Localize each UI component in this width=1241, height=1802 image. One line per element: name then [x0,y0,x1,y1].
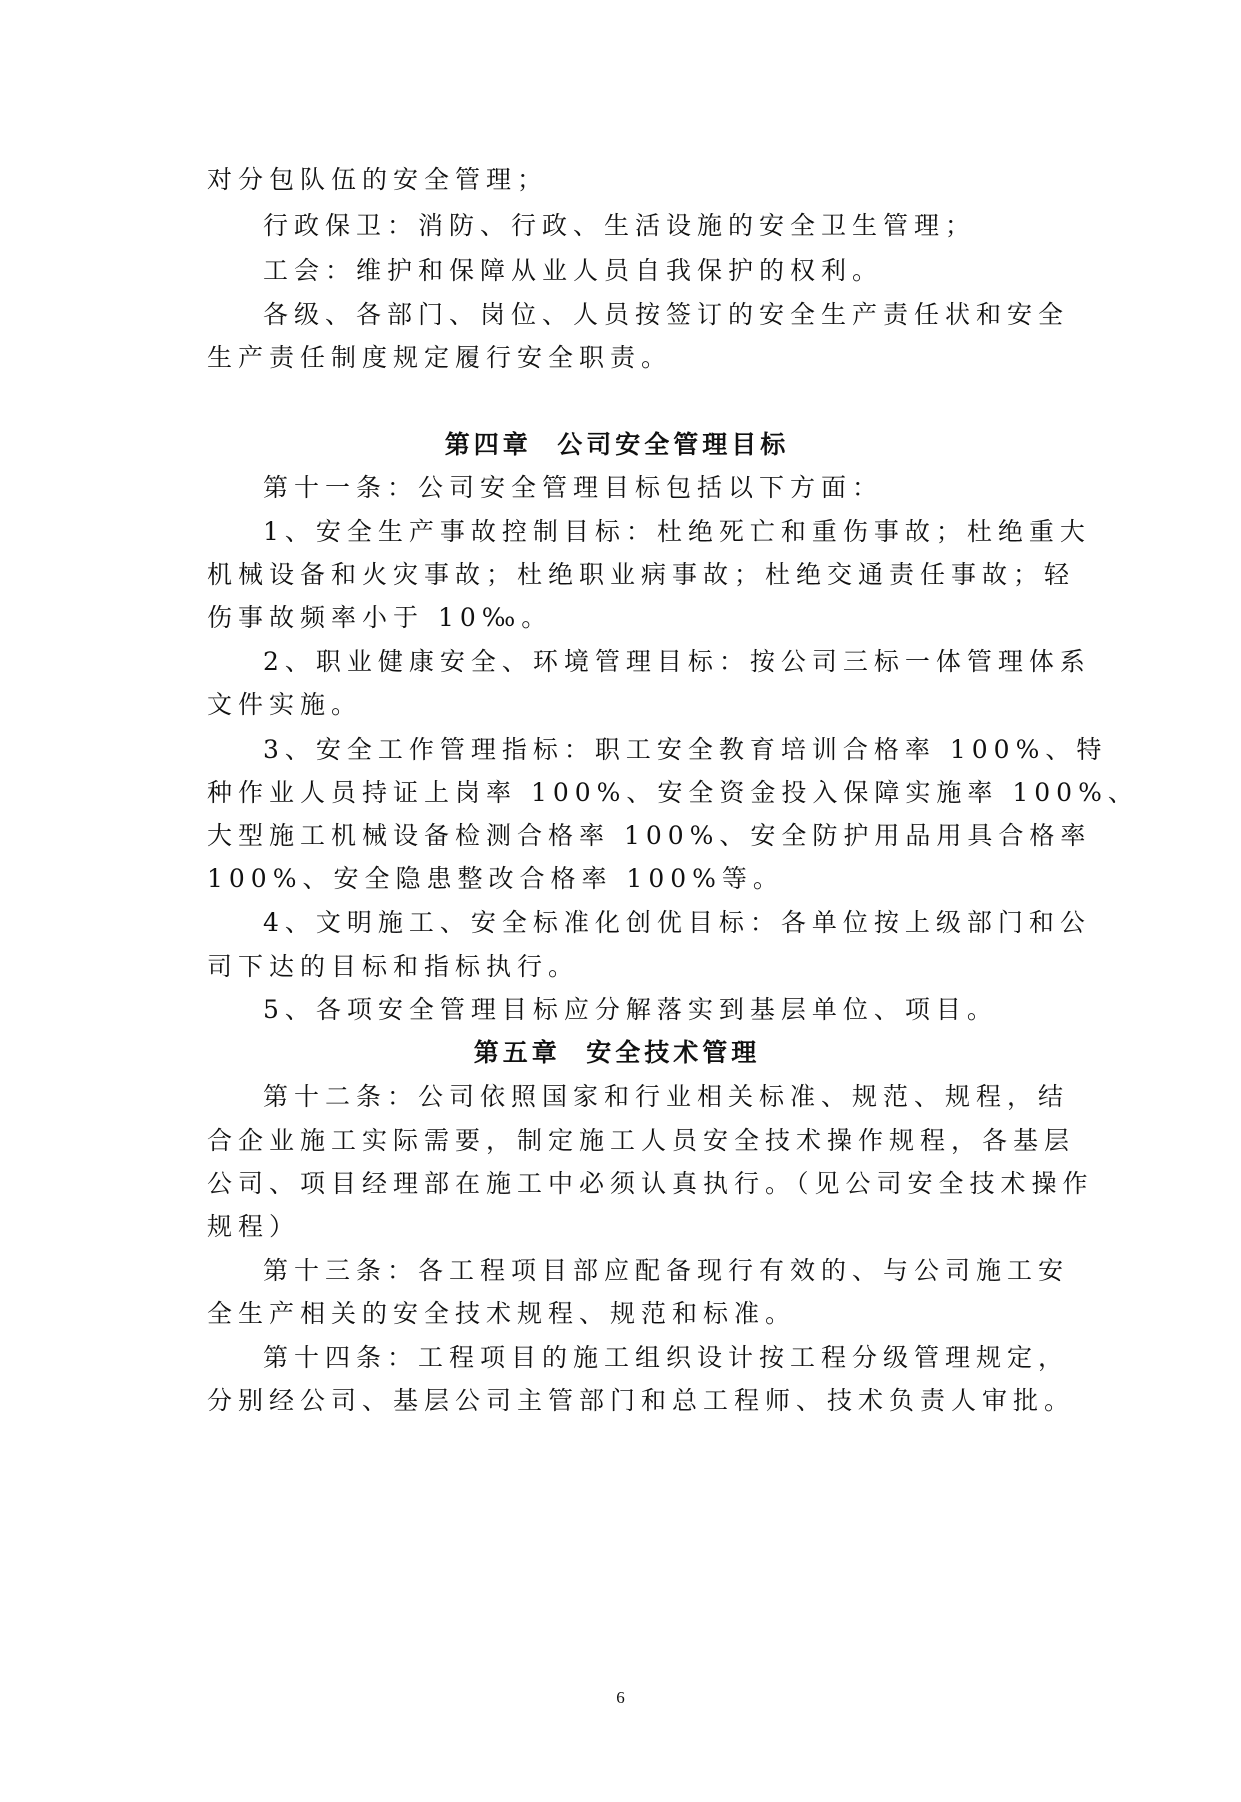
body-text-line: 4、文明施工、安全标准化创优目标：各单位按上级部门和公 [263,908,1091,937]
body-text-line: 第十二条：公司依照国家和行业相关标准、规范、规程，结 [263,1082,1070,1111]
body-text-line: 各级、各部门、岗位、人员按签订的安全生产责任状和安全 [263,300,1070,329]
body-text-line: 第十三条：各工程项目部应配备现行有效的、与公司施工安 [263,1256,1070,1285]
body-text-line: 100%、安全隐患整改合格率 100%等。 [207,864,784,893]
body-text-line: 分别经公司、基层公司主管部门和总工程师、技术负责人审批。 [207,1386,1076,1415]
body-text-line: 司下达的目标和指标执行。 [207,952,580,981]
chapter-heading: 第四章 公司安全管理目标 [444,430,790,459]
body-text-line: 伤事故频率小于 10‰。 [207,603,553,632]
body-text-line: 文件实施。 [207,690,363,719]
body-text-line: 公司、项目经理部在施工中必须认真执行。（见公司安全技术操作 [207,1169,1094,1198]
body-text-line: 2、职业健康安全、环境管理目标：按公司三标一体管理体系 [263,647,1091,676]
chapter-heading: 第五章 安全技术管理 [473,1038,761,1067]
body-text-line: 5、各项安全管理目标应分解落实到基层单位、项目。 [263,995,998,1024]
body-text-line: 工会：维护和保障从业人员自我保护的权利。 [263,256,884,285]
body-text-line: 行政保卫：消防、行政、生活设施的安全卫生管理； [263,211,977,240]
body-text-line: 种作业人员持证上岗率 100%、安全资金投入保障实施率 100%、 [207,778,1139,807]
body-text-line: 合企业施工实际需要，制定施工人员安全技术操作规程，各基层 [207,1126,1076,1155]
body-text-line: 大型施工机械设备检测合格率 100%、安全防护用品用具合格率 [207,821,1092,850]
body-text-line: 对分包队伍的安全管理； [207,165,549,194]
body-text-line: 3、安全工作管理指标：职工安全教育培训合格率 100%、特 [263,735,1108,764]
body-text-line: 全生产相关的安全技术规程、规范和标准。 [207,1299,797,1328]
body-text-line: 第十四条：工程项目的施工组织设计按工程分级管理规定， [263,1343,1070,1372]
body-text-line: 机械设备和火灾事故；杜绝职业病事故；杜绝交通责任事故；轻 [207,560,1076,589]
page-number: 6 [616,1688,625,1707]
body-text-line: 生产责任制度规定履行安全职责。 [207,343,673,372]
body-text-line: 第十一条：公司安全管理目标包括以下方面： [263,473,884,502]
body-text-line: 规程） [207,1212,301,1241]
body-text-line: 1、安全生产事故控制目标：杜绝死亡和重伤事故；杜绝重大 [263,517,1091,546]
